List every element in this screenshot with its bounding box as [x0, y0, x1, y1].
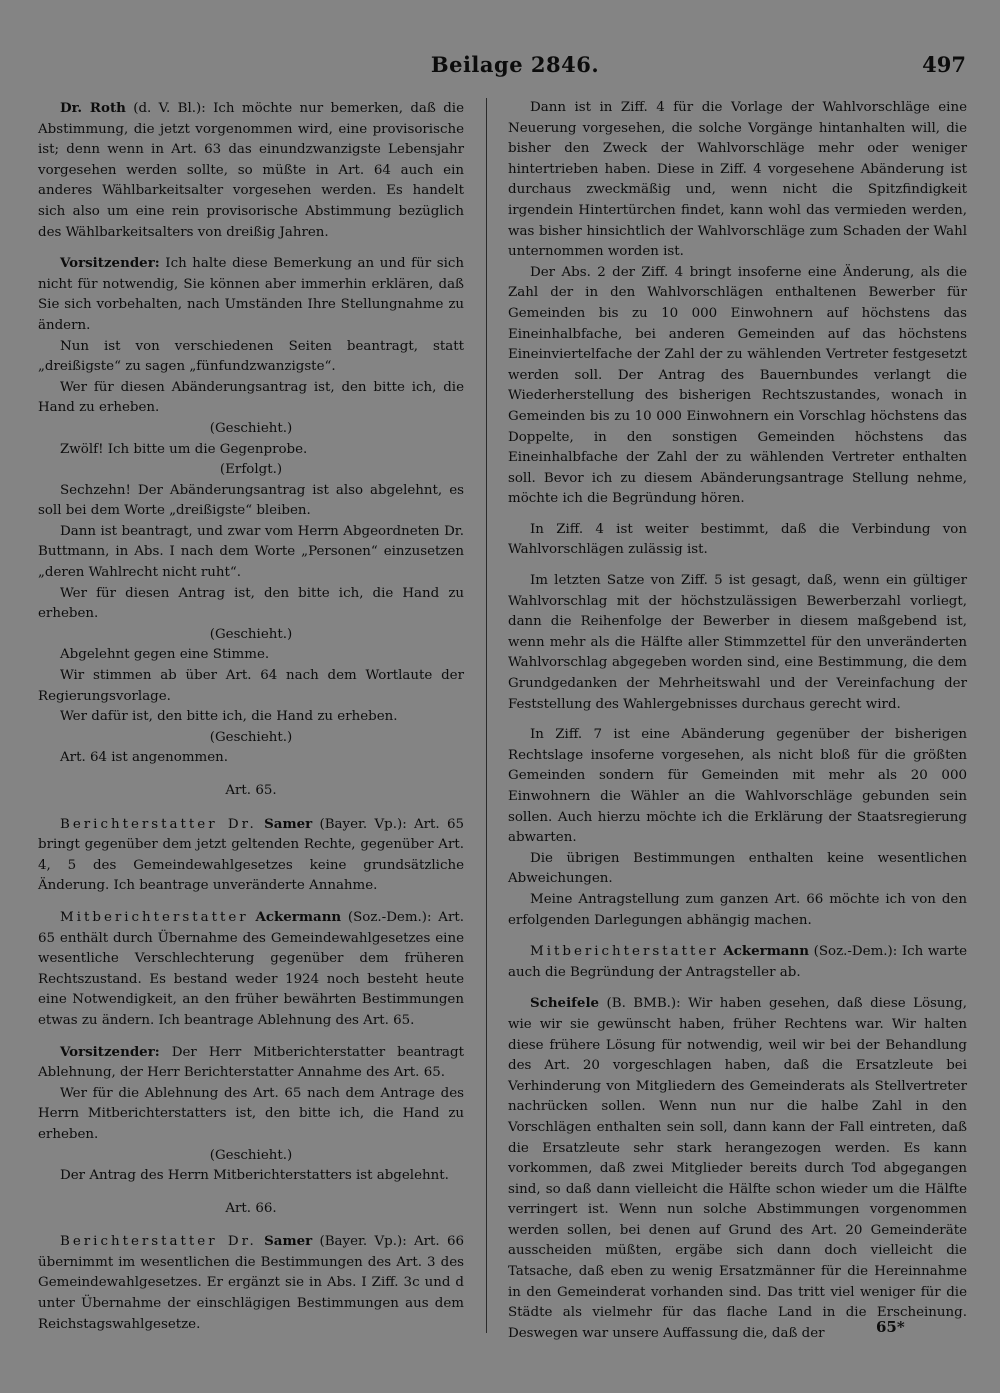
paragraph: [38, 98, 464, 243]
paragraph: Nun ist von verschiedenen Seiten beantragt, statt „dreißigste“ zu sagen „fünfundzwanzigste“.: [38, 338, 464, 375]
left-column: [38, 98, 464, 1335]
column-divider: [486, 98, 487, 1333]
paragraph-text: Der Herr Mitberichterstatter beantragt Ablehnung, der Herr Berichterstatter Annahme des Art. 65.: [38, 1044, 464, 1081]
speaker-role: Berichterstatter Dr.: [60, 816, 257, 832]
paragraph-text: Ich halte diese Bemerkung an und für sich nicht für notwendig, Sie können aber immerhin erklären, daß Sie sich vorbehalten, nach Umständen Ihre Stellungnahme zu ändern.: [38, 256, 464, 333]
paragraph: [508, 993, 967, 1344]
paragraph: [38, 907, 464, 1032]
paragraph-text: (B. BMB.): Wir haben gesehen, daß diese Lösung, wie wir sie gewünscht haben, früher Rechtens war. Wir halten diese frühere Lösung für notwendig, weil wir bei der Behandlung des Art. 20 vorgeschlagen haben, daß die Ersatzleute bei Verhinderung von Mitgliedern des Gemeinderats als Stellvertreter nachrücken sollen. Wenn nun nur die halbe Zahl in den Vorschlägen enthalten sein soll, dann kann der Fall eintreten, daß die Ersatzleute sehr stark herangezogen werden. Es kann vorkommen, daß zwei Mitglieder bereits durch Tod abgegangen sind, so daß dann vielleicht die Hälfte schon wieder um die Hälfte verringert ist. Wenn nun solche Abstimmungen vorgenommen werden sollen, bei denen auf Grund des Art. 20 Gemeinderäte ausscheiden müßten, ergäbe sich dann doch vielleicht die Tatsache, daß eben zu wenig Ersatzmänner für die Hereinnahme in den Gemeinderat vorhanden sind. Das tritt viel weniger für die Städte als vielmehr für das flache Land in die Erscheinung. Deswegen war unsere Auffassung die, daß der: [508, 996, 967, 1341]
speaker-name: Dr. Roth: [60, 100, 126, 116]
stage-direction: (Erfolgt.): [219, 462, 283, 478]
paragraph-text: (Bayer. Vp.): Art. 65 bringt gegenüber dem jetzt geltenden Rechte, gegenüber Art. 4, 5 des Gemeindewahlgesetzes keine grundsätzliche Änderung. Ich beantrage unveränderte Annahme.: [38, 816, 465, 894]
speaker-name: Scheifele: [530, 995, 600, 1012]
speaker-name: Ackermann: [255, 908, 342, 925]
right-column: [508, 98, 967, 1344]
paragraph: Dann ist in Ziff. 4 für die Vorlage der Wahlvorschläge eine Neuerung vorgesehen, die solche Vorgänge hintanhalten will, die bisher den Zweck der Wahlvorschläge mehr oder weniger hintertrieben haben. Diese in Ziff. 4 vorgesehene Abänderung ist durchaus zweckmäßig und, wenn nicht die Spitzfindigkeit irgendein Hintertürchen findet, kann wohl das vermieden werden, was bisher hinsichtlich der Wahlvorschläge zum Schaden der Wahl unternommen worden ist.: [508, 100, 967, 260]
speaker-role: Mitberichterstatter: [530, 944, 719, 960]
paragraph: [508, 941, 967, 983]
speaker-name: Samer: [264, 815, 313, 832]
stage-direction: (Geschieht.): [209, 420, 293, 436]
section-heading: Art. 65.: [225, 783, 277, 798]
paragraph: [38, 1042, 464, 1084]
speaker-role: Mitberichterstatter: [60, 909, 249, 925]
paragraph: Sechzehn! Der Abänderungsantrag ist also abgelehnt, es soll bei dem Worte „dreißigste“ bleiben.: [38, 482, 464, 519]
speaker-name: Ackermann: [723, 943, 810, 960]
paragraph: Der Abs. 2 der Ziff. 4 bringt insoferne eine Änderung, als die Zahl der in den Wahlvorschlägen enthaltenen Bewerber für Gemeinden bis zu 10 000 Einwohnern auf höchstens das Eineinhalbfache, bei anderen Gemeinden auf das höchstens Eineinviertelfache der Zahl der zu wählenden Vertreter festgesetzt werden soll. Der Antrag des Bauernbundes verlangt die Wiederherstellung des bisherigen Rechtszustandes, wonach in Gemeinden bis zu 10 000 Einwohnern ein Vorschlag höchstens das Doppelte, in den sonstigen Gemeinden höchstens das Eineinhalbfache der Zahl der zu wählenden Vertreter enthalten soll. Bevor ich zu diesem Abänderungsantrage Stellung nehme, möchte ich die Begründung hören.: [508, 264, 967, 507]
paragraph: Dann ist beantragt, und zwar vom Herrn Abgeordneten Dr. Buttmann, in Abs. I nach dem Worte „Personen“ einzusetzen „deren Wahlrecht nicht ruht“.: [38, 523, 464, 581]
paragraph: Die übrigen Bestimmungen enthalten keine wesentlichen Abweichungen.: [508, 850, 967, 887]
speaker-name: Samer: [264, 1233, 313, 1250]
page-number: 497: [922, 52, 966, 77]
paragraph: Wir stimmen ab über Art. 64 nach dem Wortlaute der Regierungsvorlage.: [38, 668, 464, 704]
stage-direction: (Geschieht.): [209, 1147, 293, 1163]
paragraph: Abgelehnt gegen eine Stimme.: [60, 647, 270, 663]
paragraph: Wer dafür ist, den bitte ich, die Hand zu erheben.: [60, 709, 398, 725]
section-heading: Art. 66.: [225, 1200, 277, 1216]
paragraph: Im letzten Satze von Ziff. 5 ist gesagt, daß, wenn ein gültiger Wahlvorschlag mit der höchstzulässigen Bewerberzahl vorliegt, dann die Reihenfolge der Bewerber in diesem maßgebend ist, wenn mehr als die Hälfte aller Stimmzettel für den unveränderten Wahlvorschlag abgegeben worden sind, eine Bestimmung, die dem Grundgedanken der Mehrheitswahl und der Vereinfachung der Feststellung des Wahlergebnisses durchaus gerecht wird.: [508, 573, 967, 712]
paragraph-text: (d. V. Bl.): Ich möchte nur bemerken, daß die Abstimmung, die jetzt vorgenommen wird, eine provisorische ist; denn wenn in Art. 63 das einundzwanzigste Lebensjahr vorgesehen werden sollte, so müßte in Art. 64 auch ein anderes Wählbarkeitsalter vorgesehen werden. Es handelt sich also um eine rein provisorische Abstimmung bezüglich des Wählbarkeitsalters von dreißig Jahren.: [38, 101, 465, 240]
paragraph-text: (Bayer. Vp.): Art. 66 übernimmt im wesentlichen die Bestimmungen des Art. 3 des Gemeindewahlgesetzes. Er ergänzt sie in Abs. I Ziff. 3c und d unter Übernahme der einschlägigen Bestimmungen aus dem Reichstagswahlgesetze.: [38, 1234, 465, 1332]
stage-direction: (Geschieht.): [209, 626, 293, 642]
paragraph: [38, 1231, 464, 1335]
signature-mark: 65*: [876, 1318, 905, 1336]
paragraph: Zwölf! Ich bitte um die Gegenprobe.: [60, 441, 308, 457]
stage-direction: (Geschieht.): [209, 729, 293, 745]
page-header-title: Beilage 2846.: [430, 52, 600, 77]
paragraph: In Ziff. 4 ist weiter bestimmt, daß die Verbindung von Wahlvorschlägen zulässig ist.: [508, 521, 967, 558]
paragraph: Der Antrag des Herrn Mitberichterstatters ist abgelehnt.: [60, 1168, 449, 1184]
speaker-name: Vorsitzender:: [60, 1043, 160, 1060]
speaker-role: Berichterstatter Dr.: [60, 1234, 257, 1250]
paragraph: Wer für diesen Abänderungsantrag ist, den bitte ich, die Hand zu erheben.: [38, 379, 464, 416]
paragraph: Art. 64 ist angenommen.: [60, 750, 229, 766]
paragraph: [38, 814, 464, 897]
paragraph: [38, 253, 464, 336]
paragraph-text: (Soz.-Dem.): Art. 65 enthält durch Übernahme des Gemeindewahlgesetzes eine wesentliche Verschlechterung gegenüber dem früheren Rechtszustand. Es bestand weder 1924 noch besteht heute eine Notwendigkeit, an den früher bewährten Bestimmungen etwas zu ändern. Ich beantrage Ablehnung des Art. 65.: [38, 909, 464, 1028]
paragraph: In Ziff. 7 ist eine Abänderung gegenüber der bisherigen Rechtslage insoferne vorgesehen, als nicht bloß für die größten Gemeinden sondern für Gemeinden mit mehr als 20 000 Einwohnern die Wähler an die Wahlvorschläge gebunden sein sollen. Auch hierzu möchte ich die Erklärung der Staatsregierung abwarten.: [508, 727, 967, 846]
paragraph: Wer für diesen Antrag ist, den bitte ich, die Hand zu erheben.: [38, 585, 464, 622]
paragraph: Meine Antragstellung zum ganzen Art. 66 möchte ich von den erfolgenden Darlegungen abhängig machen.: [508, 891, 967, 928]
paragraph: Wer für die Ablehnung des Art. 65 nach dem Antrage des Herrn Mitberichterstatters ist, den bitte ich, die Hand zu erheben.: [38, 1085, 464, 1142]
speaker-name: Vorsitzender:: [60, 255, 160, 272]
paragraph-text: (Soz.-Dem.): Ich warte auch die Begründung der Antragsteller ab.: [508, 944, 967, 980]
